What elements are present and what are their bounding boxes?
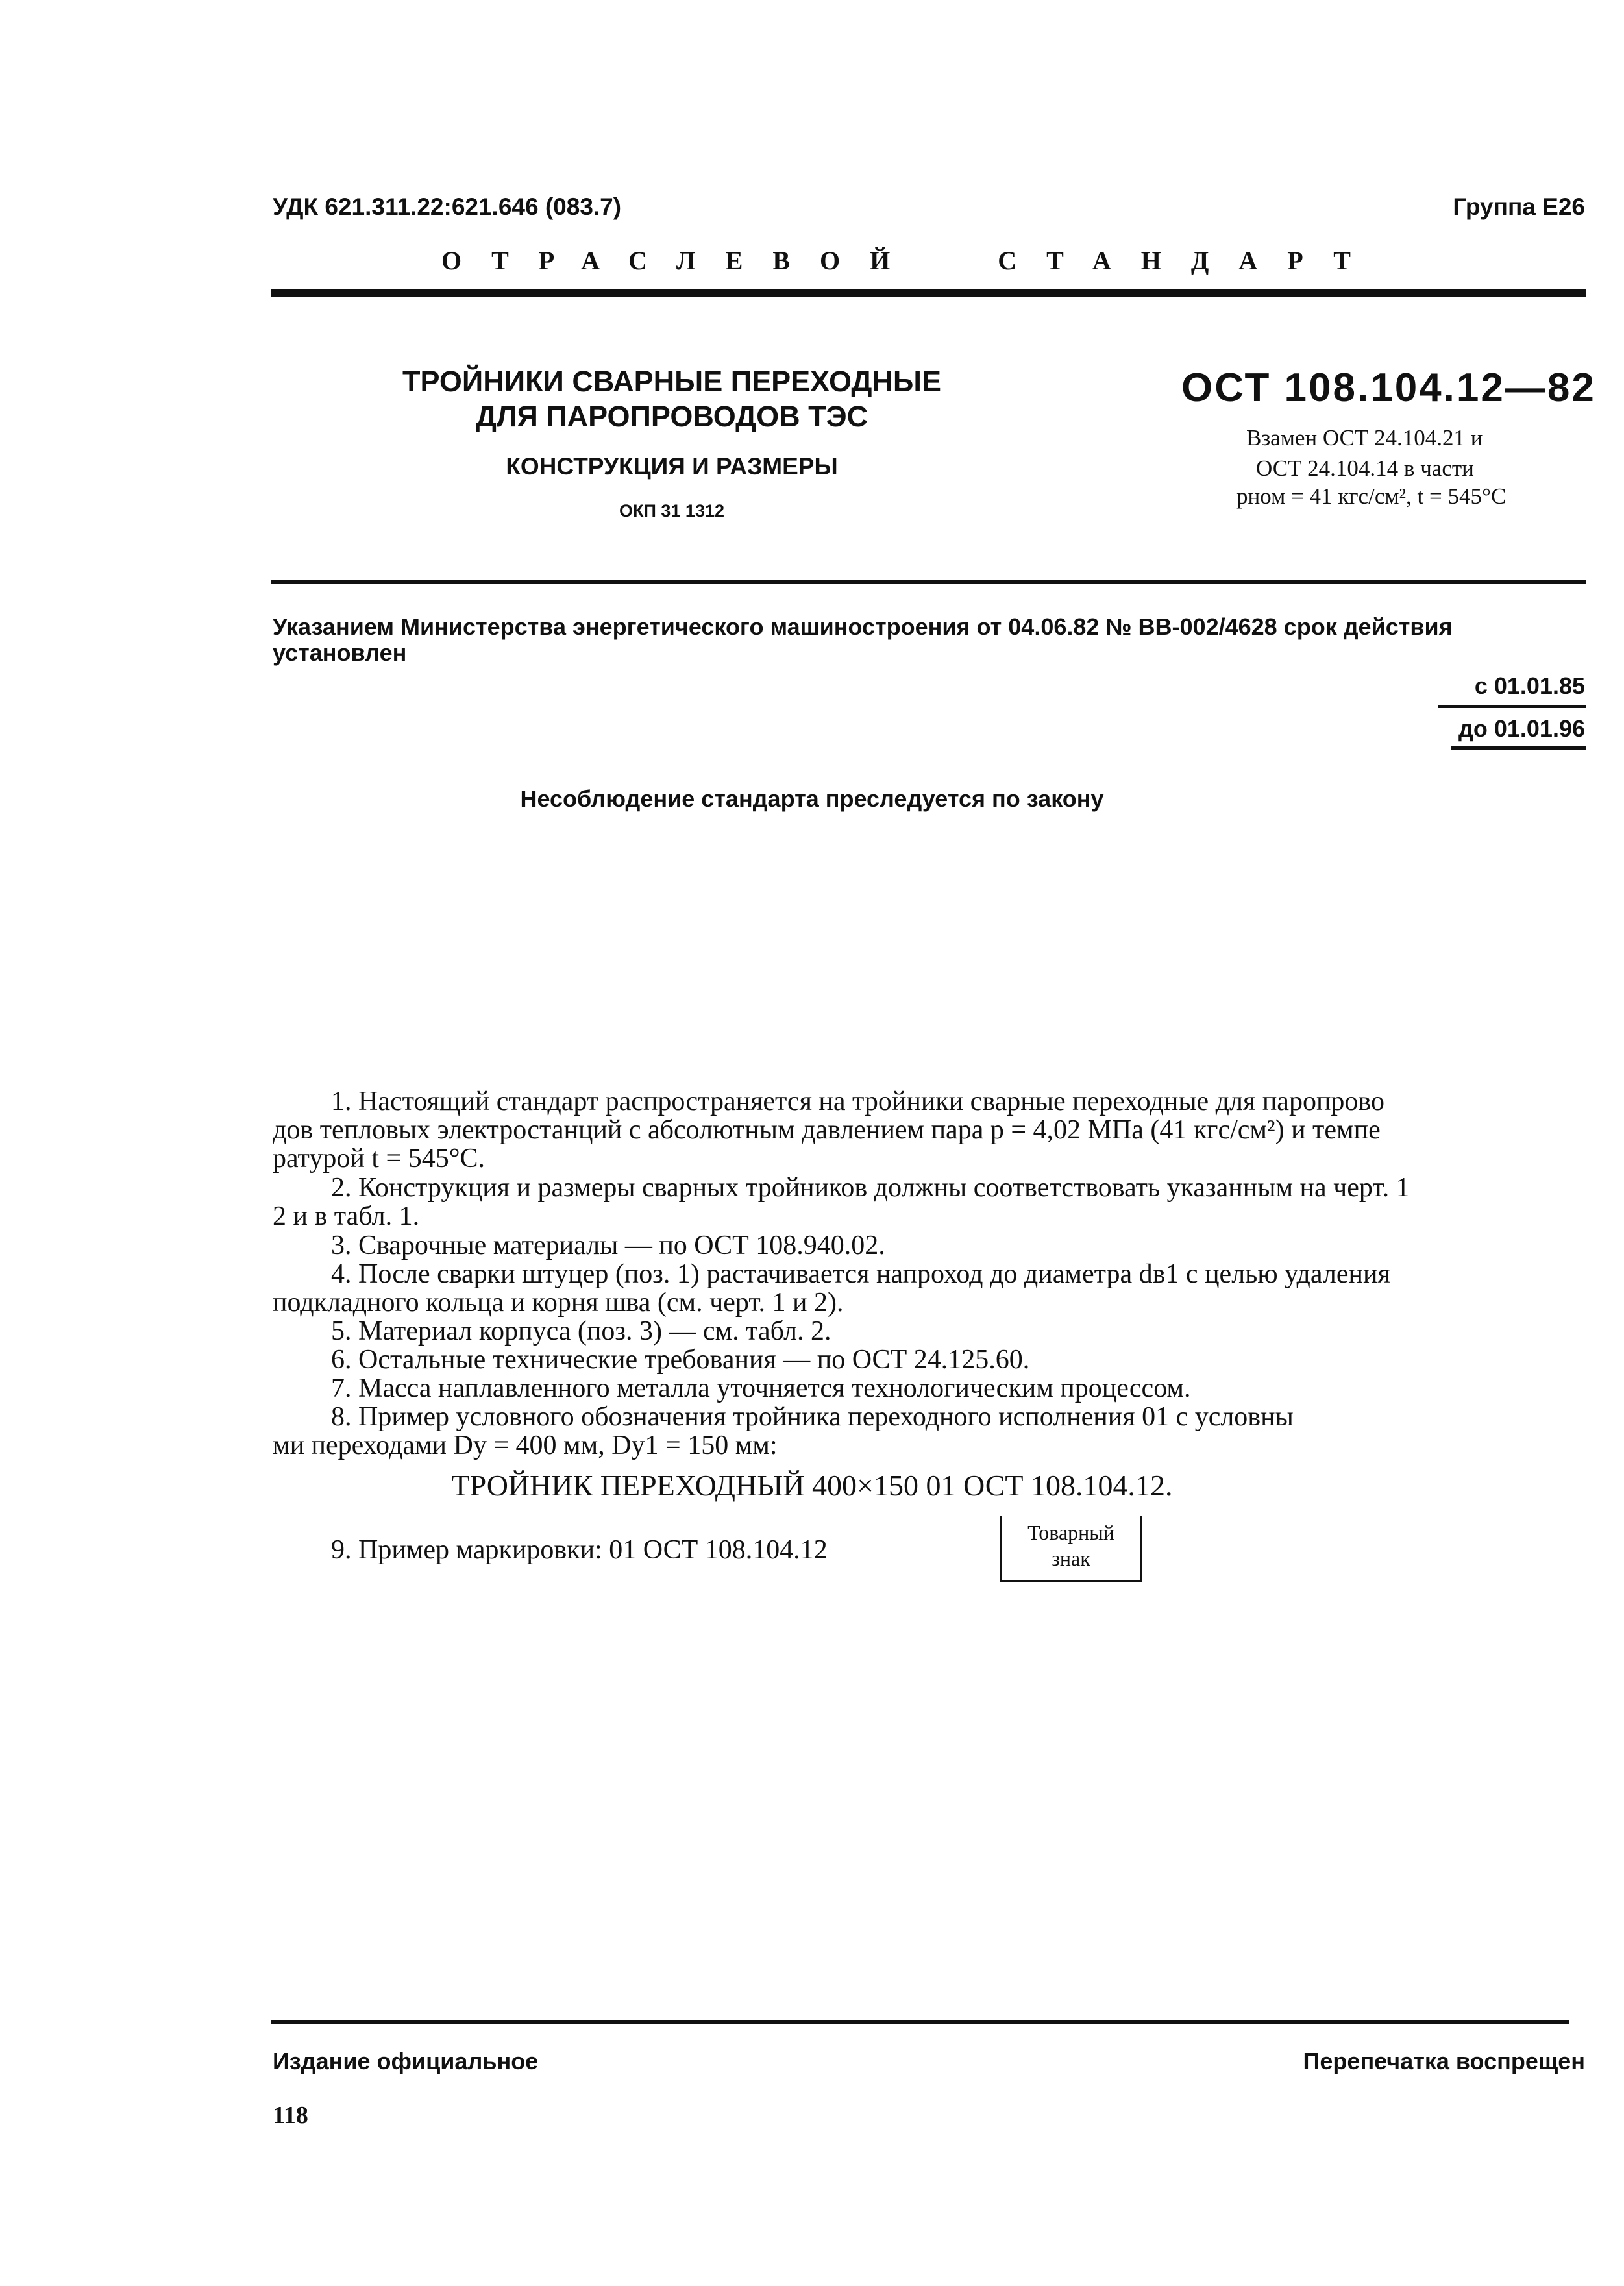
validity-from-date: с 01.01.85 xyxy=(1474,672,1585,699)
designation-example: ТРОЙНИК ПЕРЕХОДНЫЙ 400×150 01 ОСТ 108.104.12. xyxy=(451,1469,1173,1502)
paragraph-8-line-1: 8. Пример условного обозначения тройника переходного исполнения 01 с условны xyxy=(331,1402,1294,1432)
title-rule xyxy=(271,580,1586,584)
paragraph-2-line-1: 2. Конструкция и размеры сварных тройников должны соответствовать указанным на черт. 1 xyxy=(331,1173,1410,1203)
industry-label-2: СТАНДАРТ xyxy=(998,246,1381,275)
paragraph-5: 5. Материал корпуса (поз. 3) — см. табл. 2. xyxy=(331,1316,831,1346)
udk-code: УДК 621.311.22:621.646 (083.7) xyxy=(273,193,622,220)
trademark-box xyxy=(1000,1516,1142,1582)
to-date-underline xyxy=(1451,746,1586,750)
subtitle: КОНСТРУКЦИЯ И РАЗМЕРЫ xyxy=(506,453,838,480)
group-code: Группа Е26 xyxy=(1453,193,1585,220)
paragraph-3: 3. Сварочные материалы — по ОСТ 108.940.02. xyxy=(331,1231,885,1260)
official-edition-label: Издание официальное xyxy=(273,2048,539,2074)
title-line-1: ТРОЙНИКИ СВАРНЫЕ ПЕРЕХОДНЫЕ xyxy=(402,365,942,398)
paragraph-1-line-1: 1. Настоящий стандарт распространяется на тройники сварные переходные для паропрово xyxy=(331,1087,1384,1116)
from-date-underline xyxy=(1438,705,1586,708)
header-rule xyxy=(271,289,1586,297)
validity-to-date: до 01.01.96 xyxy=(1458,715,1585,742)
paragraph-9: 9. Пример маркировки: 01 ОСТ 108.104.12 xyxy=(331,1535,828,1565)
trademark-label-2: знак xyxy=(1052,1547,1090,1570)
paragraph-7: 7. Масса наплавленного металла уточняется технологическим процессом. xyxy=(331,1373,1191,1403)
title-line-2: ДЛЯ ПАРОПРОВОДОВ ТЭС xyxy=(475,400,868,433)
decree-line-2: установлен xyxy=(273,639,407,666)
paragraph-6: 6. Остальные технические требования — по ОСТ 24.125.60. xyxy=(331,1345,1030,1375)
standard-code: ОСТ 108.104.12—82 xyxy=(1181,365,1596,410)
industry-standard-heading xyxy=(441,245,1454,276)
replaces-line-3: pном = 41 кгс/см², t = 545°С xyxy=(1236,484,1507,509)
replaces-line-1: Взамен ОСТ 24.104.21 и xyxy=(1246,425,1483,450)
replaces-line-2: ОСТ 24.104.14 в части xyxy=(1256,456,1474,481)
paragraph-8-line-2: ми переходами Dу = 400 мм, Dу1 = 150 мм: xyxy=(273,1431,778,1460)
decree-line-1: Указанием Министерства энергетического машиностроения от 04.06.82 № ВВ-002/4628 срок действия xyxy=(273,613,1453,640)
paragraph-4-line-2: подкладного кольца и корня шва (см. черт. 1 и 2). xyxy=(273,1288,844,1318)
violation-notice: Несоблюдение стандарта преследуется по закону xyxy=(520,785,1104,812)
paragraph-1-line-2: дов тепловых электростанций с абсолютным давлением пара p = 4,02 МПа (41 кгс/см²) и темпе xyxy=(273,1115,1381,1145)
paragraph-4-line-1: 4. После сварки штуцер (поз. 1) растачивается напроход до диаметра dв1 с целью удаления xyxy=(331,1259,1390,1289)
okp-code: ОКП 31 1312 xyxy=(619,501,724,521)
reprint-notice: Перепечатка воспрещен xyxy=(1303,2048,1585,2074)
footer-rule xyxy=(271,2020,1569,2024)
page-number: 118 xyxy=(273,2102,308,2129)
trademark-label-1: Товарный xyxy=(1027,1521,1114,1544)
industry-label-1: ОТРАСЛЕВОЙ xyxy=(441,246,920,275)
paragraph-1-line-3: ратурой t = 545°С. xyxy=(273,1144,485,1174)
paragraph-2-line-2: 2 и в табл. 1. xyxy=(273,1201,420,1231)
